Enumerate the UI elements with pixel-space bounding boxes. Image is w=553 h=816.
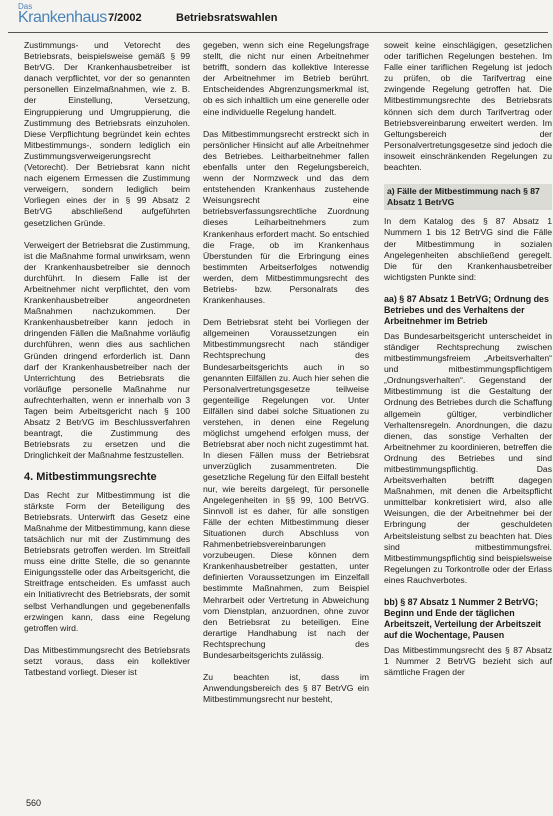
section-heading: 4. Mitbestimmungsrechte <box>24 471 157 484</box>
column-3 <box>384 40 552 689</box>
column-2 <box>203 40 369 716</box>
brand-prefix: Das <box>18 2 33 11</box>
page-header <box>8 2 548 33</box>
paragraph: Das Mitbestimmungsrecht des Betriebsrats setzt voraus, dass ein kollektiver Tatbestand vorliegt. Dieser ist <box>24 644 190 677</box>
paragraph: Das Recht zur Mitbestimmung ist die stärkste Form der Beteiligung des Betriebsrats. Unterwirft das Gesetz eine Maßnahme der Mitbestimmung, kann diese tatsächlich nur mit der Zustimmung des Betriebsrats getroffen werden. Im Streitfall muss eine dritte Stelle, die so genannte Einigungsstelle oder das Arbeitsgericht, die Streitfrage entscheiden. Es umfasst auch ein Initiativrecht des Betriebsrats, der somit selbst Verhandlungen und gegebenenfalls erzwingen kann, dass eine Regelung getroffen wird. <box>24 489 190 633</box>
paragraph: Zu beachten ist, dass im Anwendungsbereich des § 87 BetrVG ein Mitbestimmungsrecht nur besteht, <box>203 672 369 705</box>
paragraph: soweit keine einschlägigen, gesetzlichen oder tariflichen Regelungen bestehen. Im Falle einer tariflichen Regelung ist jedoch zu prüfen, ob die Tarifvertrag eine zwingende Regelung getroffen hat. Die Mitbestimmungsrechte des Betriebsrats können sich dem durch Tarifvertrag oder Betriebsvereinbarung erweitert werden. Im Geltungsbereich der Personalvertretungsgesetze sind jedoch die insoweit einschränkenden Regelungen zu beachten. <box>384 40 552 173</box>
paragraph: In dem Katalog des § 87 Absatz 1 Nummern 1 bis 12 BetrVG sind die Fälle der Mitbestimmung in sozialen Angelegenheiten abschließend geregelt. Die für den Krankenhausbetreiber wichtigsten Punkte sind: <box>384 216 552 282</box>
brand-name: Krankenhaus <box>18 9 107 26</box>
paragraph: Das Bundesarbeitsgericht unterscheidet in ständiger Rechtsprechung zwischen mitbestimmungsfreiem „Arbeitsverhalten“ und mitbestimmungspflichtigem „Ordnungsverhalten“. Gegenstand der Mitbestimmung ist die Gestaltung der Ordnung des Betriebes durch die Schaffung allgemein gültiger, verbindlicher Verhaltensregeln. Anordnungen, die dazu dienen, das sonstige Verhalten der Arbeitnehmer zu koordinieren, betreffen die Ordnung des Betriebes und sind mitbestimmungspflichtig. Das Arbeitsverhalten betrifft dagegen Maßnahmen, mit denen die Arbeitspflicht unmittelbar konkretisiert wird, also alle Weisungen, die der Arbeitnehmer bei der Erbringung der geschuldeten Arbeitsleistung selbst zu beachten hat. Dies sind mitbestimmungsfrei. Mitbestimmungspflichtig sind beispielsweise Regelungen zu Torkontrolle oder der Erlass eines Rauchverbotes. <box>384 330 552 585</box>
paragraph: Das Mitbestimmungsrecht des § 87 Absatz 1 Nummer 2 BetrVG bezieht sich auf sämtliche Fragen der <box>384 645 552 678</box>
subsection-heading: bb) § 87 Absatz 1 Nummer 2 BetrVG; Beginn und Ende der täglichen Arbeitszeit, Verteilung der Arbeitszeit auf die Wochentage, Pausen <box>384 597 541 641</box>
page-number: 560 <box>26 798 42 808</box>
paragraph: Das Mitbestimmungsrecht erstreckt sich in persönlicher Hinsicht auf alle Arbeitnehmer des Betriebes. Leitharbeitnehmer fallen ebenfalls unter den Regelungsbereich, wenn der Normzweck und das dem entstehenden Krankenhaus zustehende Weisungsrecht eine betriebsverfassungsrechtliche Zuordnung dieses Leiharbeitnehmers zum Krankenhaus erfordert macht. So entschied die Frage, ob im Krankenhaus Überstunden für die Erbringung eines bestimmten Arbeitserfolges notwendig werden, dem Mitbestimmungsrecht des Betriebs- bzw. Personalrats des Krankenhauses. <box>203 128 369 306</box>
paragraph: Zustimmungs- und Vetorecht des Betriebsrats, beispielsweise gemäß § 99 BetrVG. Der Krankenhausbetreiber ist danach verpflichtet, vor der so genannten personellen Einzelmaßnahmen, wie z. B. der Einstellung, Versetzung, Eingruppierung und Umgruppierung, die Zustimmung des Betriebsrats einzuholen. Diese Verpflichtung begründet kein echtes Mitbestimmungs-, sondern lediglich ein Zustimmungsverweigerungsrecht (Vetorecht). Der Betriebsrat kann nicht nach eigenem Ermessen die Zustimmung verweigern, sondern lediglich beim Vorliegen eines der in § 99 Absatz 2 BetrVG abschließend aufgeführten gesetzlichen Gründe. <box>24 40 190 228</box>
paragraph: Dem Betriebsrat steht bei Vorliegen der allgemeinen Voraussetzungen ein Mitbestimmungsrecht nach ständiger Rechtsprechung des Bundesarbeitsgerichts auch in so genannten Eilfällen zu. Auch hier sehen die Personalvertretungsgesetze teilweise gegenteilige Regelungen vor. Unter Eilfällen sind dabei solche Situationen zu verstehen, in denen eine Regelung möglichst umgehend erfolgen muss, der Betriebsrat aber noch nicht zugestimmt hat. In diesen Fällen muss der Betriebsrat unverzüglich zusammentreten. Die gesetzliche Regelung für den Eilfall besteht nur, wie bereits dargelegt, für personelle Angelegenheiten in §§ 99, 100 BetrVG. Sinnvoll ist es daher, für alle sonstigen Fälle der echten Mitbestimmung dieser Situationen durch Abschluss von Rahmenbetriebsvereinbarungen vorzubeugen. Diese können dem Krankenhausbetreiber gestatten, unter definierten Voraussetzungen im Einzelfall bestimmte Maßnahmen, zum Beispiel Mehrarbeit oder Vertretung in Abweichung vom Dienstplan, anzuordnen, ohne zuvor den Betriebsrat zu beteiligen. Eine derartige Handhabung ist nach der Rechtsprechung des Bundesarbeitsgerichts zulässig. <box>203 317 369 660</box>
paragraph: Verweigert der Betriebsrat die Zustimmung, ist die Maßnahme formal unwirksam, wenn der Krankenhausbetreiber sie dennoch durchführt. In diesem Falle ist der Arbeitnehmer nicht verpflichtet, den vom Krankenhausbetreiber angeordneten Maßnahmen nachzukommen. Der Krankenhausbetreiber kann jedoch in dringenden Fällen die Maßnahme vorläufig durchführen, wenn dies aus sachlichen Gründen dringend erforderlich ist. Dann darf der Krankenhausbetreiber nach der Unterrichtung des Betriebsrats die vorläufige personelle Maßnahme nur aufrechterhalten, wenn er innerhalb von 3 Tagen beim Arbeitsgericht nach § 100 Absatz 2 BetrVG im Beschlussverfahren beantragt, die Zustimmung des Betriebsrats zu ersetzen und die Dringlichkeit der Maßnahme festzustellen. <box>24 239 190 461</box>
boxed-heading: a) Fälle der Mitbestimmung nach § 87 Absatz 1 BetrVG <box>384 184 552 210</box>
paragraph: gegeben, wenn sich eine Regelungsfrage stellt, die nicht nur einen Arbeitnehmer betrifft, sondern das kollektive Interesse der Arbeitnehmer im Betrieb berührt. Entscheidendes Abgrenzungsmerkmal ist, ob es sich inhaltlich um eine generelle oder eine individuelle Regelung handelt. <box>203 40 369 117</box>
issue-number: 7/2002 <box>108 12 142 24</box>
section-title: Betriebsratswahlen <box>176 12 278 24</box>
column-1 <box>24 40 190 689</box>
subsection-heading: aa) § 87 Absatz 1 BetrVG; Ordnung des Betriebes und des Verhaltens der Arbeitnehmer im Betrieb <box>384 293 549 326</box>
